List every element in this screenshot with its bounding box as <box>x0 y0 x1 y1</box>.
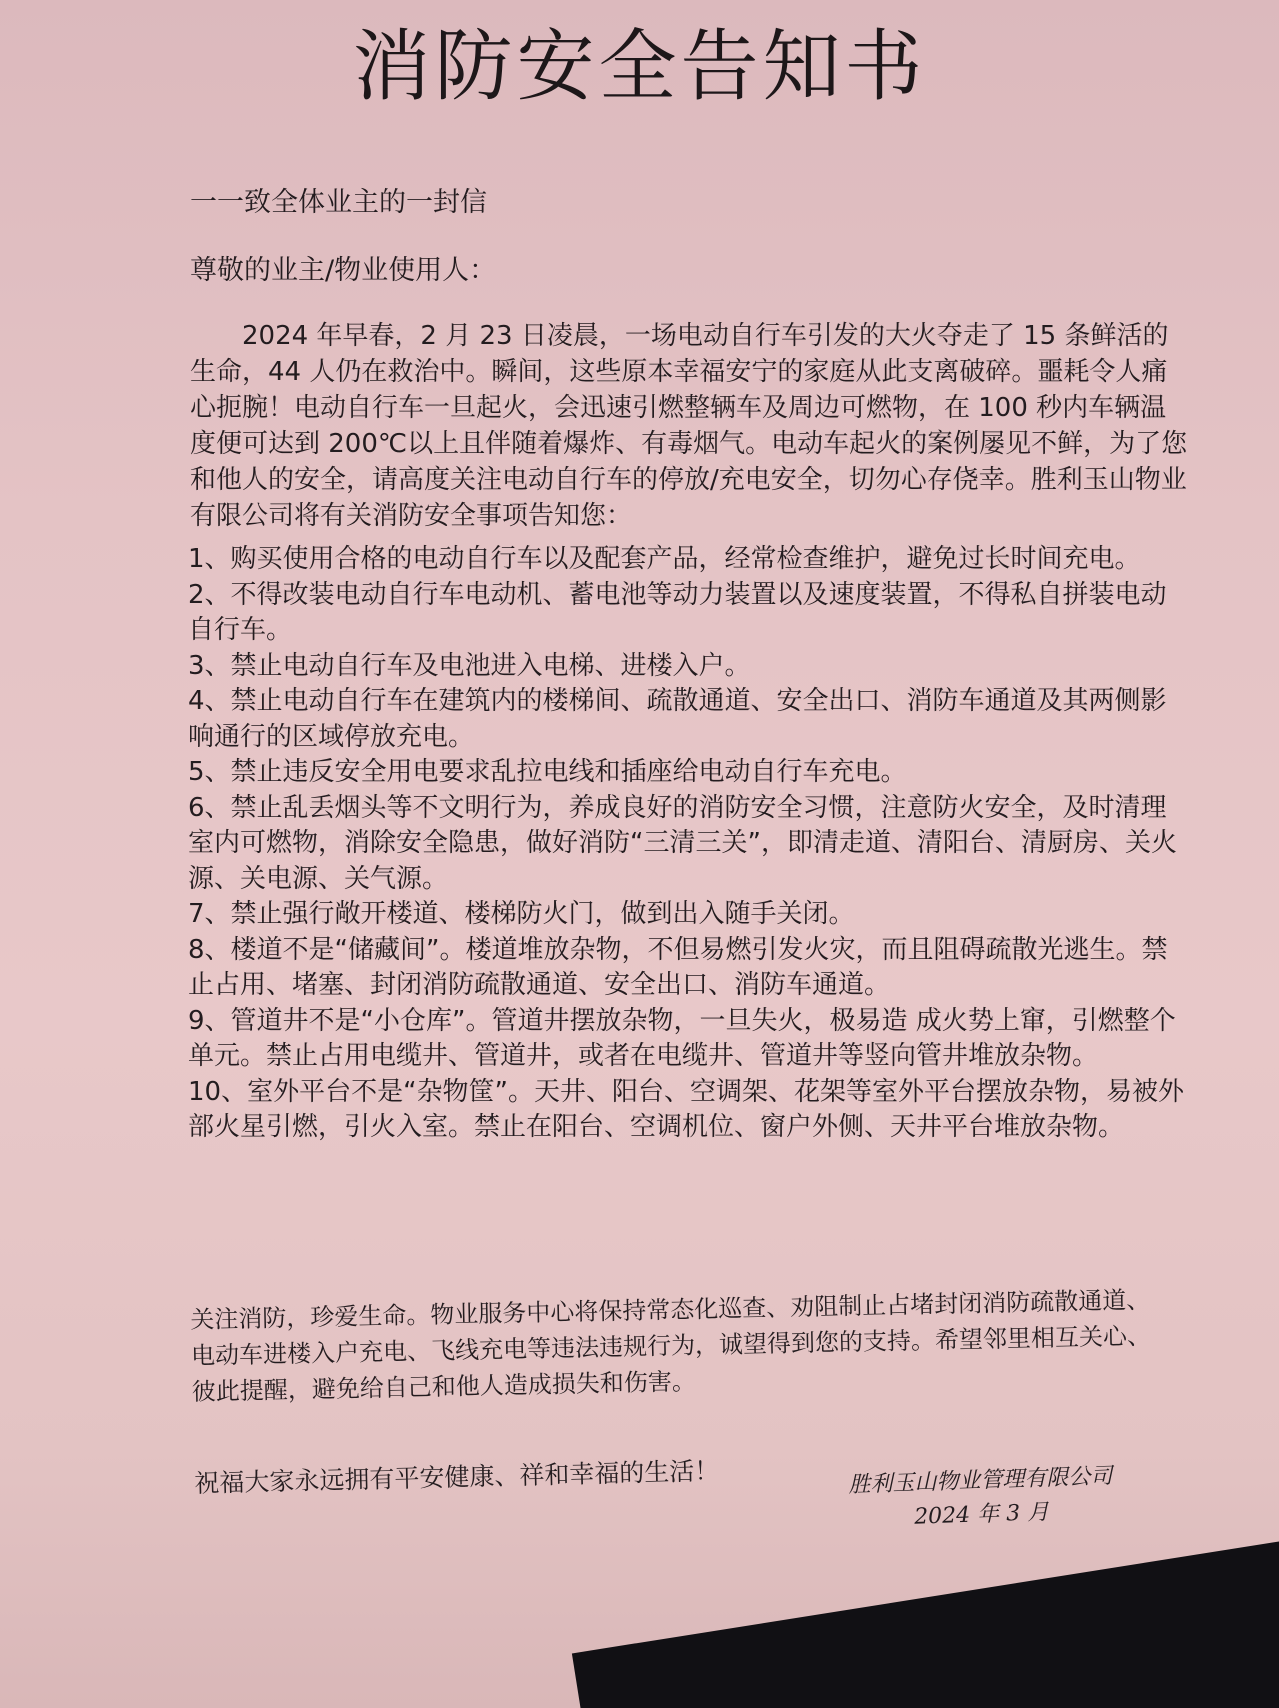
safety-item-7: 7、禁止强行敞开楼道、楼梯防火门，做到出入随手关闭。 <box>188 899 855 929</box>
greeting-line: 尊敬的业主/物业使用人： <box>190 255 497 286</box>
intro-paragraph: 2024 年早春，2 月 23 日凌晨，一场电动自行车引发的大火夺走了 15 条鲜活的生命，44 人仍在救治中。瞬间，这些原本幸福安宁的家庭从此支离破碎。噩耗令人痛心扼腕！电动自行车一旦起火，会迅速引燃整辆车及周边可燃物，在 100 秒内车辆温度便可达到 200℃以上且伴随着爆炸、有毒烟气。电动车起火的案例屡见不鲜，为了您和他人的安全，请高度关注电动自行车的停放/充电安全，切勿心存侥幸。胜利玉山物业有限公司将有关消防安全事项告知您： <box>190 321 1188 531</box>
safety-item-9: 9、管道井不是“小仓库”。管道井摆放杂物，一旦失火，极易造 成火势上窜，引燃整个单元。禁止占用电缆井、管道井，或者在电缆井、管道井等竖向管井堆放杂物。 <box>188 1005 1176 1071</box>
safety-item-5: 5、禁止违反安全用电要求乱拉电线和插座给电动自行车充电。 <box>188 757 907 787</box>
safety-item-6: 6、禁止乱丢烟头等不文明行为，养成良好的消防安全习惯，注意防火安全，及时清理室内可燃物，消除安全隐患，做好消防“三清三关”，即清走道、清阳台、清厨房、关火源、关电源、关气源。 <box>188 792 1177 894</box>
blessing-line: 祝福大家永远拥有平安健康、祥和幸福的生活！ <box>194 1456 720 1498</box>
safety-item-8: 8、楼道不是“储藏间”。楼道堆放杂物，不但易燃引发火灾，而且阻碍疏散光逃生。禁止占用、堵塞、封闭消防疏散通道、安全出口、消防车通道。 <box>188 934 1168 1000</box>
signature-date: 2024 年 3 月 <box>913 1500 1050 1530</box>
safety-item-10: 10、室外平台不是“杂物筐”。天井、阳台、空调架、花架等室外平台摆放杂物，易被外部火星引燃，引火入室。禁止在阳台、空调机位、窗户外侧、天井平台堆放杂物。 <box>188 1076 1185 1142</box>
safety-items-list <box>188 542 1188 1146</box>
background-shadow <box>572 1541 1279 1708</box>
document-subtitle: 一一致全体业主的一封信 <box>190 187 487 218</box>
safety-item-3: 3、禁止电动自行车及电池进入电梯、进楼入户。 <box>188 650 751 681</box>
closing-paragraph: 关注消防，珍爱生命。物业服务中心将保持常态化巡查、劝阻制止占堵封闭消防疏散通道、电动车进楼入户充电、飞线充电等违法违规行为，诚望得到您的支持。希望邻里相互关心、彼此提醒，避免给自己和他人造成损失和伤害。 <box>190 1285 1152 1406</box>
safety-item-1: 1、购买使用合格的电动自行车以及配套产品，经常检查维护，避免过长时间充电。 <box>188 544 1141 574</box>
signature-block <box>820 1459 1142 1538</box>
safety-item-4: 4、禁止电动自行车在建筑内的楼梯间、疏散通道、安全出口、消防车通道及其两侧影响通行的区域停放充电。 <box>188 686 1167 752</box>
document-title: 消防安全告知书 <box>352 22 927 112</box>
safety-item-2: 2、不得改装电动自行车电动机、蓄电池等动力装置以及速度装置，不得私自拼装电动自行车。 <box>188 579 1167 645</box>
signature-organization: 胜利玉山物业管理有限公司 <box>848 1463 1113 1499</box>
